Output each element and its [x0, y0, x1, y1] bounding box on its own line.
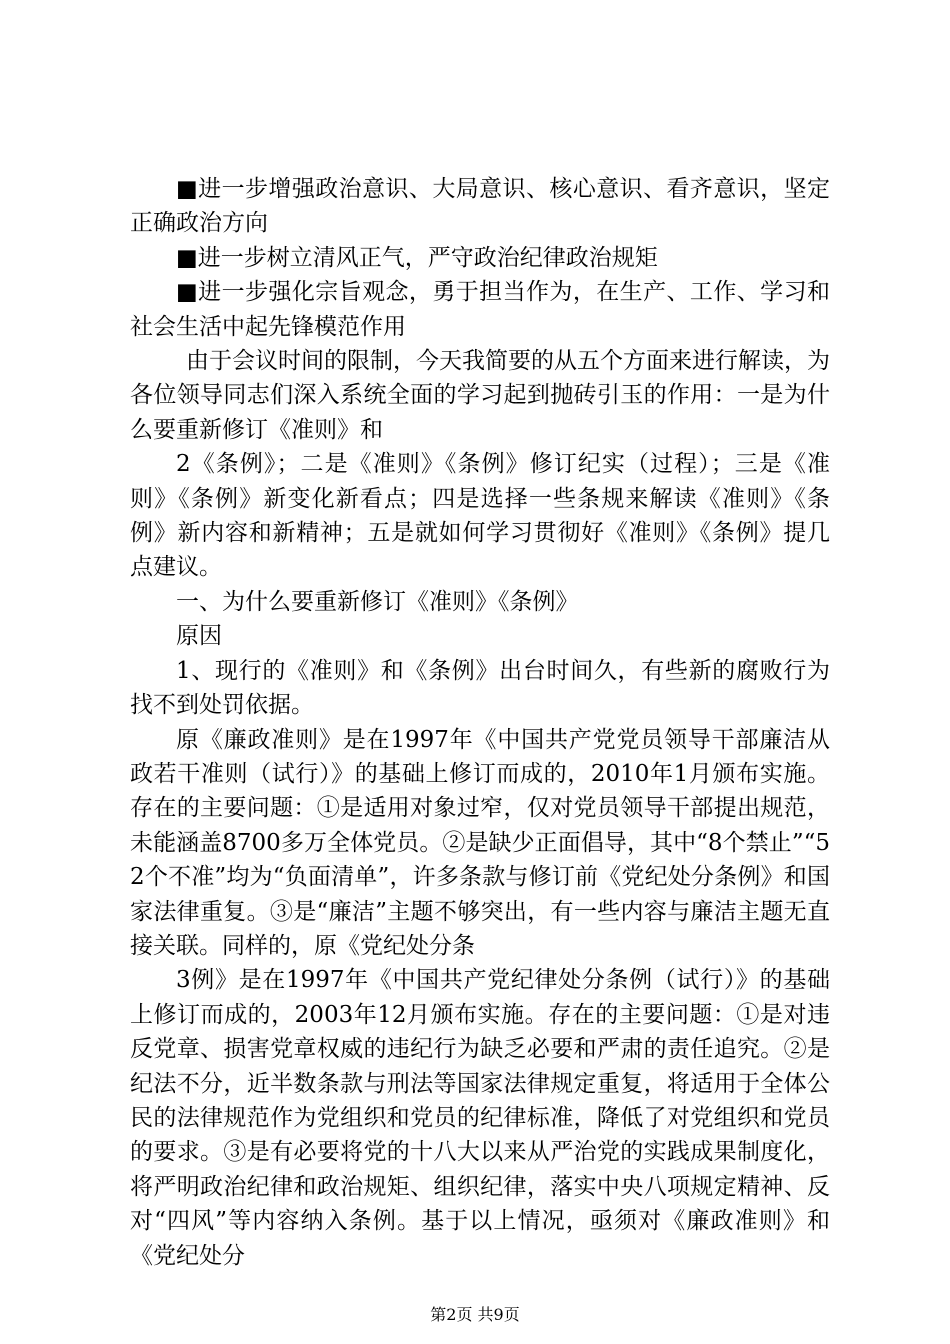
bullet-paragraph-2: ■进一步树立清风正气，严守政治纪律政治规矩	[176, 244, 658, 271]
body-paragraph-reason-1: 1、现行的《准则》和《条例》出台时间久，有些新的腐败行为找不到处罚依据。	[130, 657, 830, 719]
page-number-footer: 第2页 共9页	[430, 1305, 520, 1324]
body-paragraph-intro: 由于会议时间的限制，今天我简要的从五个方面来进行解读，为各位领导同志们深入系统全面的学习起到抛砖引玉的作用：一是为什么要重新修订《准则》和	[130, 348, 830, 443]
bullet-paragraph-3: ■进一步强化宗旨观念，勇于担当作为，在生产、工作、学习和社会生活中起先锋模范作用	[130, 279, 830, 340]
body-paragraph-outline: 2《条例》；二是《准则》《条例》修订纪实（过程）；三是《准则》《条例》新变化新看点；四是选择一些条规来解读《准则》《条例》新内容和新精神；五是就如何学习贯彻好《准则》《条例》提几点建议。	[130, 451, 830, 581]
body-paragraph-tiaoli: 3例》是在1997年《中国共产党纪律处分条例（试行）》的基础上修订而成的，2003年12月颁布实施。存在的主要问题：①是对违反党章、损害党章权威的违纪行为缺乏必要和严肃的责任追究。②是纪法不分，近半数条款与刑法等国家法律规定重复，将适用于全体公民的法律规范作为党组织和党员的纪律标准，降低了对党组织和党员的要求。③是有必要将党的十八大以来从严治党的实践成果制度化，将严明政治纪律和政治规矩、组织纪律，落实中央八项规定精神、反对“四风”等内容纳入条例。基于以上情况，亟须对《廉政准则》和《党纪处分	[130, 967, 830, 1269]
document-body	[130, 172, 830, 1273]
bullet-paragraph-1: ■进一步增强政治意识、大局意识、核心意识、看齐意识，坚定正确政治方向	[130, 176, 830, 237]
section-heading: 一、为什么要重新修订《准则》《条例》	[176, 588, 579, 615]
subheading-reason: 原因	[176, 623, 222, 650]
body-paragraph-lianzheng: 原《廉政准则》是在1997年《中国共产党党员领导干部廉洁从政若干准则（试行）》的基础上修订而成的，2010年1月颁布实施。存在的主要问题：①是适用对象过窄，仅对党员领导干部提出规范，未能涵盖8700多万全体党员。②是缺少正面倡导，其中“8个禁止”“52个不准”均为“负面清单”，许多条款与修订前《党纪处分条例》和国家法律重复。③是“廉洁”主题不够突出，有一些内容与廉洁主题无直接关联。同样的，原《党纪处分条	[130, 726, 830, 959]
